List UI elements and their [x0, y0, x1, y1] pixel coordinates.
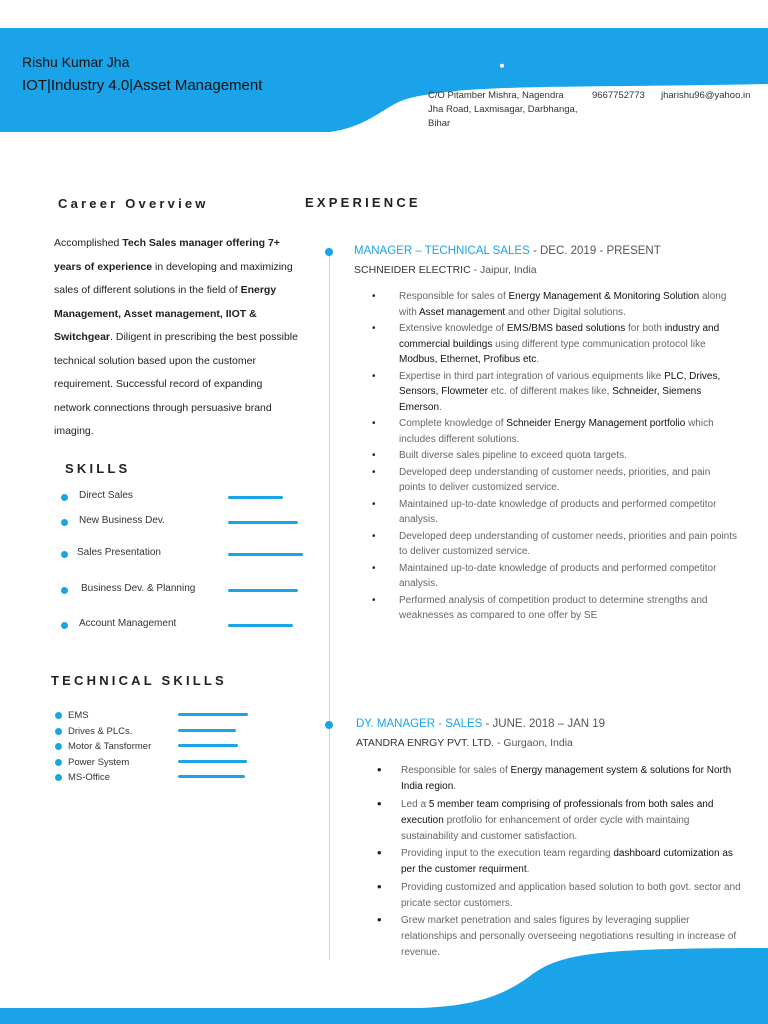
job-bullets: [401, 763, 746, 963]
text-segment: . Diligent in prescribing the best possible technical solution based upon the customer requirement. Successful record of expanding network connections through persuasive brand imaging.: [54, 331, 298, 437]
text-segment: .: [439, 401, 442, 413]
job-bullet-item: [399, 369, 739, 416]
skill-level-bar: [228, 624, 293, 627]
technical-skill-level-bar: [178, 760, 247, 763]
emphasis-text: dashboard cutomization as per the customer requirment: [401, 848, 733, 875]
phone-text: 9667752773: [592, 90, 645, 101]
job-bullet-item: [399, 465, 739, 496]
job-company: [356, 737, 573, 749]
technical-skill-label: Motor & Tansformer: [68, 741, 152, 752]
text-segment: .: [536, 354, 540, 365]
career-overview-title: Career Overview: [58, 196, 209, 211]
skill-label: Direct Sales: [79, 490, 133, 501]
candidate-tagline: IOT|Industry 4.0|Asset Management: [22, 77, 263, 94]
emphasis-text: Schneider, Siemens Emerson: [399, 386, 702, 413]
text-segment: protfolio for enhancement of order cycle with maintaing sustainability and customer satisfaction.: [401, 814, 690, 842]
text-segment: Built diverse sales pipeline to exceed quota targets.: [399, 450, 627, 461]
emphasis-text: Tech Sales manager offering 7+ years of experience: [54, 237, 280, 273]
skills-title: SKILLS: [65, 461, 131, 476]
technical-skill-label: MS-Office: [68, 772, 111, 783]
timeline-dot: [325, 248, 333, 256]
job-role: MANAGER – TECHNICAL SALES: [354, 245, 530, 257]
technical-skill-label: Drives & PLCs.: [68, 726, 133, 737]
job-date: - JUNE. 2018 – JAN 19: [482, 718, 606, 730]
text-segment: Maintained up-to-date knowledge of products and performed competitor analysis.: [399, 498, 717, 525]
text-segment: Accomplished: [54, 237, 123, 249]
email-text: jharishu96@yahoo.in: [661, 90, 751, 101]
technical-skill-label: EMS: [68, 710, 89, 721]
text-segment: for both: [625, 323, 665, 334]
technical-skill-label: Power System: [68, 757, 130, 768]
emphasis-text: EMS/BMS based solutions: [506, 323, 626, 334]
technical-skills-title: TECHNICAL SKILLS: [51, 673, 227, 688]
text-segment: Complete knowledge of: [399, 418, 507, 429]
emphasis-text: Energy Management, Asset management, IIOT & Switchgear: [54, 284, 277, 343]
skill-bullet-dot: [61, 494, 68, 501]
header-band: [0, 0, 768, 150]
job-bullets: [399, 289, 739, 625]
skill-level-bar: [228, 553, 303, 556]
job-bullet-item: [399, 593, 739, 624]
skill-level-bar: [228, 496, 283, 499]
emphasis-text: Modbus, Ethernet, Profibus etc: [399, 354, 537, 365]
technical-skill-level-bar: [178, 729, 236, 732]
job-role: DY. MANAGER - SALES: [356, 718, 483, 730]
emphasis-text: industry and commercial buildings: [399, 323, 720, 350]
job-bullet-item: [401, 763, 746, 795]
address-line: Jha Road, Laxmisagar, Darbhanga,: [428, 104, 578, 115]
text-segment: along with: [399, 291, 727, 318]
text-segment: Expertise in third part integration of various equipments like: [399, 370, 665, 382]
career-overview-text: [54, 232, 302, 444]
job-bullet-item: [401, 880, 746, 912]
address-text: [428, 89, 593, 131]
job-date: - DEC. 2019 - PRESENT: [529, 245, 661, 257]
technical-skill-bullet-dot: [55, 743, 62, 750]
job-bullet-item: [399, 448, 739, 464]
skill-label: Sales Presentation: [77, 547, 161, 558]
timeline-dot: [325, 721, 333, 729]
skill-label: Account Management: [79, 618, 177, 629]
text-segment: and other Digital solutions.: [505, 306, 626, 318]
address-line: C/O Pitamber Mishra, Nagendra: [428, 90, 564, 101]
text-segment: Providing customized and application based solution to both govt. sector and pricate sector customers.: [401, 881, 741, 909]
location-pin-icon: [494, 60, 510, 76]
technical-skill-level-bar: [178, 713, 248, 716]
text-segment: in developing and maximizing sales of different solutions in the field of: [54, 260, 293, 296]
skill-bullet-dot: [61, 551, 68, 558]
emphasis-text: Asset management: [419, 306, 506, 318]
technical-skill-bullet-dot: [55, 774, 62, 781]
job-bullet-item: [399, 416, 739, 447]
skill-label: Business Dev. & Planning: [81, 583, 196, 594]
skill-label: New Business Dev.: [79, 515, 165, 526]
text-segment: Providing input to the execution team regarding: [401, 848, 614, 859]
text-segment: Led a: [401, 798, 429, 810]
text-segment: using different type communication protocol like: [492, 338, 706, 350]
emphasis-text: 5 member team comprising of professionals from both sales and execution: [401, 798, 714, 826]
text-segment: Developed deep understanding of customer needs, priorities, and pain points to deliver customized service.: [399, 466, 711, 493]
skill-level-bar: [228, 521, 298, 524]
text-segment: Responsible for sales of: [399, 291, 509, 302]
envelope-icon: [698, 63, 714, 79]
company-location: - Gurgaon, India: [494, 737, 573, 749]
text-segment: Extensive knowledge of: [399, 323, 507, 334]
address-line: Bihar: [428, 118, 451, 129]
company-location: - Jaipur, India: [470, 264, 537, 276]
emphasis-text: Schneider Energy Management portfolio: [506, 418, 686, 429]
job-bullet-item: [399, 321, 739, 368]
technical-skill-level-bar: [178, 744, 238, 747]
job-bullet-item: [399, 529, 739, 560]
job-bullet-item: [401, 797, 746, 845]
experience-title: EXPERIENCE: [305, 195, 421, 210]
emphasis-text: PLC, Drives, Sensors, Flowmeter: [399, 370, 721, 397]
phone-icon: [603, 62, 619, 78]
job-bullet-item: [399, 289, 739, 320]
skill-bullet-dot: [61, 622, 68, 629]
text-segment: Responsible for sales of: [401, 765, 511, 776]
skill-bullet-dot: [61, 519, 68, 526]
text-segment: Maintained up-to-date knowledge of products and performed competitor analysis.: [399, 562, 717, 589]
skill-bullet-dot: [61, 587, 68, 594]
job-bullet-item: [401, 846, 746, 878]
candidate-name: Rishu Kumar Jha: [22, 54, 130, 70]
job-title: [356, 718, 605, 730]
emphasis-text: Energy management system & solutions for North India region: [401, 765, 732, 792]
technical-skill-bullet-dot: [55, 728, 62, 735]
company-name: SCHNEIDER ELECTRIC: [354, 264, 471, 276]
skill-level-bar: [228, 589, 298, 592]
timeline-line: [329, 248, 330, 960]
job-title: [354, 245, 661, 257]
technical-skill-bullet-dot: [55, 712, 62, 719]
company-name: ATANDRA ENRGY PVT. LTD.: [356, 737, 495, 749]
text-segment: etc. of different makes like,: [487, 386, 613, 397]
text-segment: which includes different solutions.: [399, 418, 714, 445]
emphasis-text: Energy Management & Monitoring Solution: [508, 291, 700, 302]
text-segment: Developed deep understanding of customer needs, priorities and pain points to deliver customized service.: [399, 530, 737, 557]
job-company: [354, 264, 537, 276]
job-bullet-item: [399, 497, 739, 528]
text-segment: .: [526, 864, 530, 875]
text-segment: .: [453, 781, 457, 792]
technical-skill-bullet-dot: [55, 759, 62, 766]
text-segment: Performed analysis of competition product to determine strengths and weaknesses as compared to one offer by SE: [399, 594, 708, 621]
technical-skill-level-bar: [178, 775, 245, 778]
footer-band: [0, 940, 768, 1024]
text-segment: Grew market penetration and sales figures by leveraging supplier relationships and personally overseeing negotiations resulting in increase of revenue.: [401, 915, 737, 958]
job-bullet-item: [399, 561, 739, 592]
